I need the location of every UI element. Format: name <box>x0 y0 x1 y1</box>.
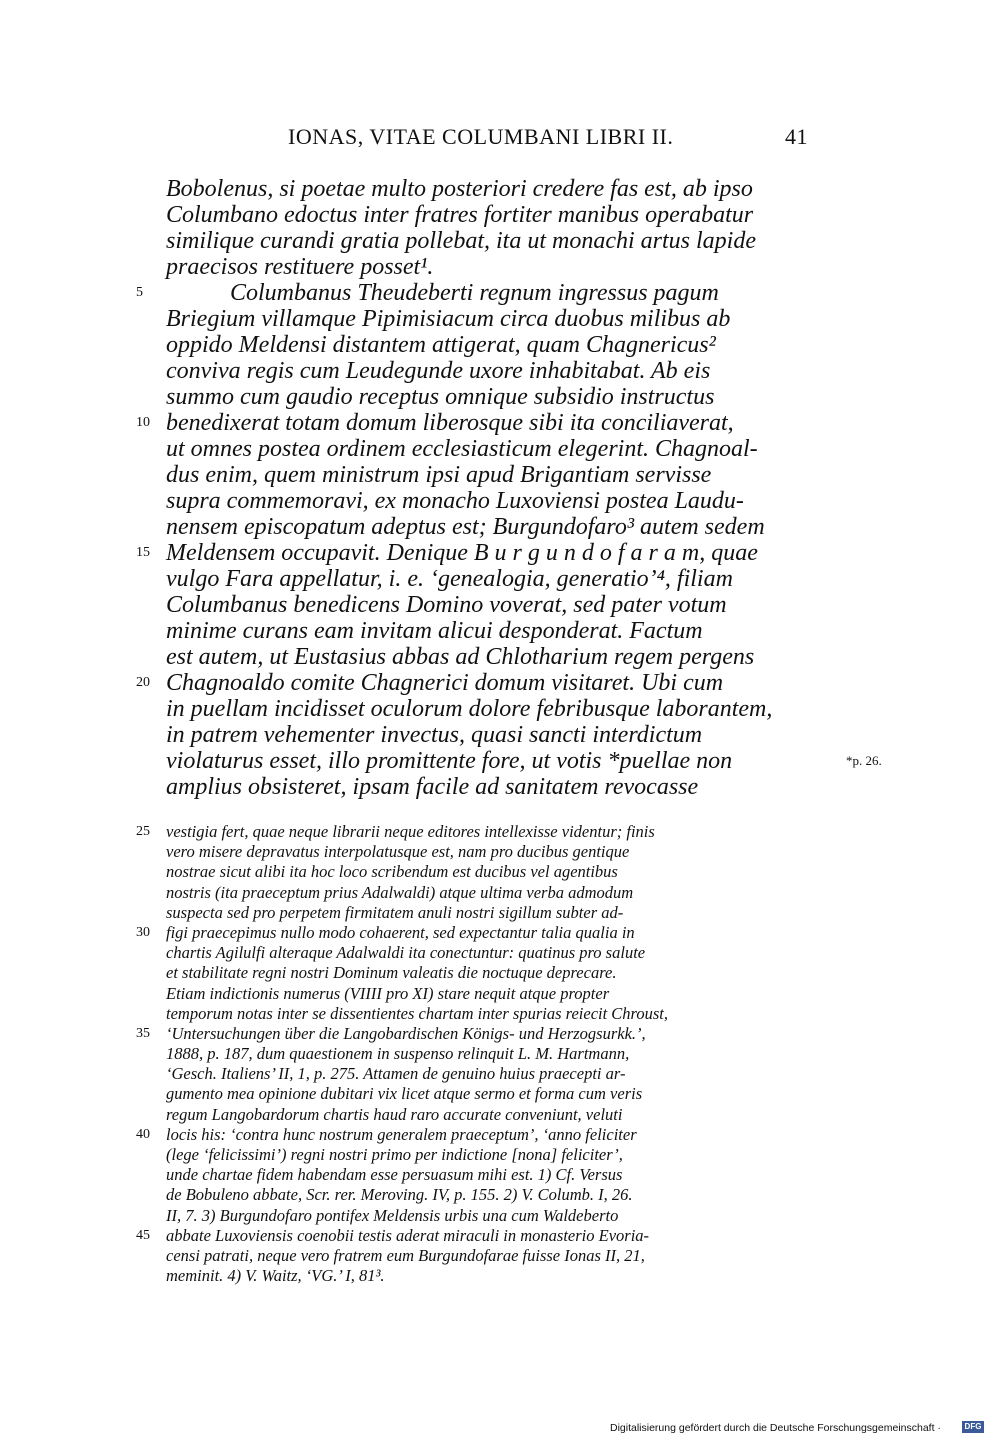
line-text: nensem episcopatum adeptus est; Burgundofaro³ autem sedem <box>166 514 765 540</box>
line-text: vero misere depravatus interpolatusque est, nam pro ducibus gentique <box>166 842 630 862</box>
footnote-line <box>166 943 812 963</box>
line-text: censi patrati, neque vero fratrem eum Burgundofarae fuisse Ionas II, 21, <box>166 1245 645 1265</box>
footnote-line <box>166 1064 812 1084</box>
text-line <box>166 696 812 722</box>
text-line <box>166 306 812 332</box>
running-title: IONAS, VITAE COLUMBANI LIBRI II. <box>288 124 674 149</box>
line-number: 30 <box>136 924 150 940</box>
running-header <box>288 124 808 150</box>
line-text: oppido Meldensi distantem attigerat, quam Chagnericus² <box>166 332 716 358</box>
footnote-line <box>166 1105 812 1125</box>
line-text: benedixerat totam domum liberosque sibi ita conciliaverat, <box>166 410 734 436</box>
line-text: ut omnes postea ordinem ecclesiasticum elegerint. Chagnoal- <box>166 436 758 462</box>
margin-page-reference: *p. 26. <box>846 753 882 768</box>
text-line <box>166 176 812 202</box>
line-text: gumento mea opinione dubitari vix licet atque sermo et forma cum veris <box>166 1084 643 1104</box>
footnote-line <box>166 1185 812 1205</box>
line-text: temporum notas inter se dissentientes chartam inter spurias reiecit Chroust, <box>166 1003 669 1023</box>
footnote-line <box>166 1044 812 1064</box>
line-text: in puellam incidisset oculorum dolore febribusque laborantem, <box>166 696 773 722</box>
text-line <box>136 280 812 306</box>
text-line <box>136 670 812 696</box>
line-number: 20 <box>136 675 150 690</box>
footnote-line <box>166 903 812 923</box>
footnotes <box>136 822 812 1286</box>
text-line <box>166 228 812 254</box>
line-text: Bobolenus, si poetae multo posteriori credere fas est, ab ipso <box>166 176 753 202</box>
line-number: 45 <box>136 1227 150 1243</box>
line-text: suspecta sed pro perpetem firmitatem anuli nostri sigillum subter ad- <box>166 902 624 922</box>
footnote-line <box>166 1084 812 1104</box>
footnote-line <box>166 842 812 862</box>
text-line <box>166 722 812 748</box>
line-text: Columbanus benedicens Domino voverat, sed pater votum <box>166 592 727 618</box>
digitization-credit: Digitalisierung gefördert durch die Deutsche Forschungsgemeinschaft · <box>610 1422 941 1434</box>
line-text: nostrae sicut alibi ita hoc loco scribendum est ducibus vel agentibus <box>166 862 618 882</box>
line-text: unde chartae fidem habendam esse persuasum mihi est. 1) Cf. Versus <box>166 1165 623 1185</box>
text-line <box>166 332 812 358</box>
line-text: Columbano edoctus inter fratres fortiter manibus operabatur <box>166 202 754 228</box>
line-text: (lege ‘felicissimi’) regni nostri primo per indictione [nona] feliciter’, <box>166 1145 623 1164</box>
line-text: est autem, ut Eustasius abbas ad Chlotharium regem pergens <box>166 644 755 670</box>
line-text: abbate Luxoviensis coenobii testis aderat miraculi in monasterio Evoria- <box>166 1225 650 1245</box>
line-text: et stabilitate regni nostri Dominum valeatis die noctuque deprecare. <box>166 963 617 983</box>
footnote-line <box>166 963 812 983</box>
text-line <box>166 514 812 540</box>
line-number: 35 <box>136 1025 150 1041</box>
line-text: nostris (ita praeceptum prius Adalwaldi) atque ultima verba admodum <box>166 882 634 902</box>
text-line <box>166 618 812 644</box>
text-line <box>166 566 812 592</box>
footnote-line <box>166 862 812 882</box>
footnote-line <box>166 1004 812 1024</box>
footnote-line <box>166 1145 812 1165</box>
line-text: amplius obsisteret, ipsam facile ad sanitatem revocasse <box>166 774 699 800</box>
line-text: regum Langobardorum chartis haud raro accurate conveniunt, veluti <box>166 1104 623 1124</box>
footnote-line <box>166 984 812 1004</box>
line-text: conviva regis cum Leudegunde uxore inhabitabat. Ab eis <box>166 358 711 384</box>
text-line <box>166 748 882 774</box>
line-text: meminit. 4) V. Waitz, ‘VG.’ I, 81³. <box>166 1266 385 1286</box>
line-number: 15 <box>136 545 150 560</box>
text-line <box>166 202 812 228</box>
footnote-line <box>166 1206 812 1226</box>
footnote-line <box>136 1023 812 1044</box>
line-text: Chagnoaldo comite Chagnerici domum visitaret. Ubi cum <box>166 670 724 696</box>
line-text: vestigia fert, quae neque librarii neque editores intellexisse videntur; finis <box>166 822 655 841</box>
line-text: minime curans eam invitam alicui desponderat. Factum <box>166 618 703 644</box>
footnote-line <box>136 1225 812 1246</box>
text-line <box>136 410 812 436</box>
line-text: ‘Gesch. Italiens’ II, 1, p. 275. Attamen de genuino huius praecepti ar- <box>166 1064 626 1084</box>
line-text: vulgo Fara appellatur, i. e. ‘genealogia, generatio’⁴, filiam <box>166 566 733 592</box>
line-text: summo cum gaudio receptus omnique subsidio instructus <box>166 384 715 410</box>
text-line <box>166 774 812 800</box>
line-text: supra commemoravi, ex monacho Luxoviensi postea Laudu- <box>166 488 744 514</box>
footnote-line <box>136 1124 812 1145</box>
main-text <box>136 176 882 800</box>
line-text: similique curandi gratia pollebat, ita ut monachi artus lapide <box>166 228 756 254</box>
line-text: ‘Untersuchungen über die Langobardischen Königs- und Herzogsurkk.’, <box>166 1023 646 1043</box>
dfg-logo: DFG <box>962 1421 984 1433</box>
text-line <box>166 462 812 488</box>
footnote-line <box>166 1246 812 1266</box>
text-line <box>136 540 812 566</box>
line-number: 40 <box>136 1126 150 1142</box>
text-line <box>166 254 812 280</box>
line-text: dus enim, quem ministrum ipsi apud Brigantiam servisse <box>166 462 712 488</box>
line-text: chartis Agilulfi alteraque Adalwaldi ita conectuntur: quatinus pro salute <box>166 943 646 963</box>
page-number: 41 <box>785 124 808 149</box>
line-number: 25 <box>136 824 150 839</box>
line-number: 5 <box>136 285 143 300</box>
line-text: Columbanus Theudeberti regnum ingressus pagum <box>230 280 719 306</box>
text-line <box>166 436 812 462</box>
line-text: praecisos restituere posset¹. <box>166 254 434 280</box>
footnote-line <box>166 1165 812 1185</box>
text-line <box>166 384 812 410</box>
line-text: II, 7. 3) Burgundofaro pontifex Meldensis urbis una cum Waldeberto <box>166 1205 619 1225</box>
footnote-line <box>166 1266 812 1286</box>
line-text: in patrem vehementer invectus, quasi sancti interdictum <box>166 722 703 748</box>
text-line <box>166 592 812 618</box>
line-number: 10 <box>136 415 150 430</box>
line-text: de Bobuleno abbate, Scr. rer. Meroving. IV, p. 155. 2) V. Columb. I, 26. <box>166 1185 633 1205</box>
footnote-line <box>136 822 812 842</box>
line-text: 1888, p. 187, dum quaestionem in suspenso relinquit L. M. Hartmann, <box>166 1044 630 1064</box>
footnote-line <box>166 883 812 903</box>
text-line <box>166 358 812 384</box>
footnote-line <box>136 922 812 943</box>
text-line <box>166 644 812 670</box>
line-text: Etiam indictionis numerus (VIIII pro XI) stare nequit atque propter <box>166 983 610 1003</box>
line-text: locis his: ‘contra hunc nostrum generalem praeceptum’, ‘anno feliciter <box>166 1124 637 1144</box>
line-text: Meldensem occupavit. Denique B u r g u n d o f a r a m, quae <box>166 540 758 566</box>
text-line <box>166 488 812 514</box>
line-text: figi praecepimus nullo modo cohaerent, sed expectantur talia qualia in <box>166 922 635 942</box>
line-text: Briegium villamque Pipimisiacum circa duobus milibus ab <box>166 306 731 332</box>
line-text: violaturus esset, illo promittente fore, ut votis *puellae non <box>166 748 733 774</box>
